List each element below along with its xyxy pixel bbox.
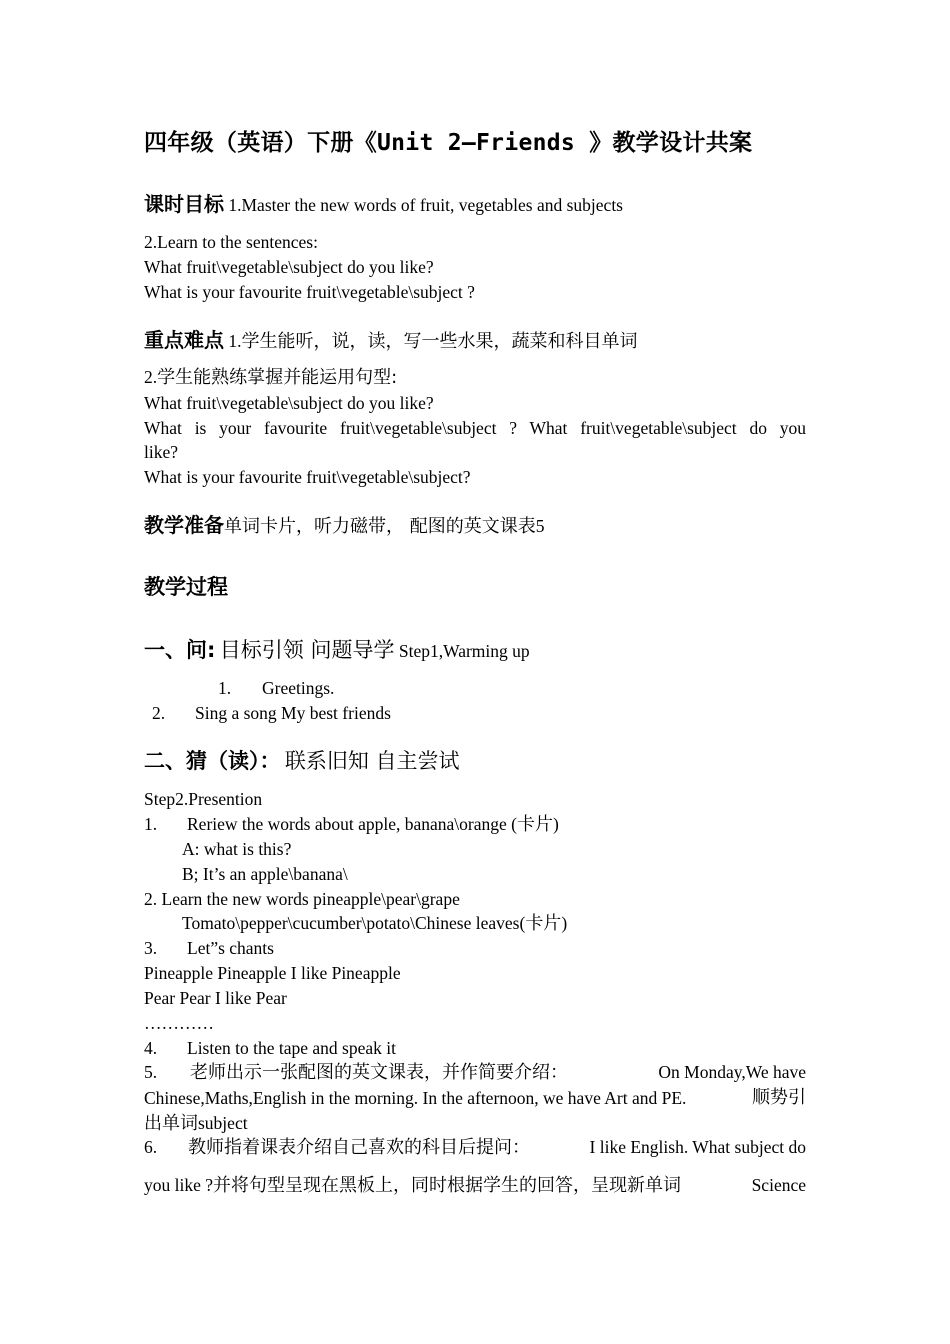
section1-item-2-line [152,702,391,724]
section2-item-2b-end: ) [561,913,568,933]
section2-item-5-l2-zh: 顺势引 [752,1087,806,1108]
section2-item-5-num: 5. [144,1062,158,1082]
section1-item-1: Greetings. [262,678,335,698]
section2-subtitle: 联系旧知 自主尝试 [284,749,460,773]
section2-step: Step2.Presention [144,789,263,809]
section2-item-2b: Tomato\pepper\cucumber\potato\Chinese leaves( [182,913,526,933]
section2-item-6-l2-en1: you like ? [144,1175,214,1195]
keypoints-line [144,329,638,353]
objectives-question-2: What is your favourite fruit\vegetable\subject ? [144,282,475,302]
section2-item-5-l2-en: Chinese,Maths,English in the morning. In the afternoon, we have Art and PE. [144,1088,687,1108]
section2-item-6-line-1 [144,1136,806,1159]
section1-item-1-line [218,677,334,699]
objectives-item-1: 1.Master the new words of fruit, vegetables and subjects [228,195,623,215]
prep-number: 5 [535,516,545,536]
section1-subtitle: 目标引领 问题导学 [219,638,395,662]
section2-item-3-line [144,937,274,959]
prep-text: 单词卡片，听力磁带， 配图的英文课表 [224,516,536,537]
section2-item-5-line-2 [144,1087,806,1109]
section2-item-6-l2-en2: Science [751,1175,806,1195]
section2-item-1-end: ) [552,814,559,834]
section2-item-5-l3-en: subject [198,1113,248,1133]
process-heading: 教学过程 [144,575,228,599]
section2-item-5-en: On Monday,We have [658,1062,806,1082]
section2-item-4-num: 4. [144,1038,158,1058]
section2-item-1b: B; It’s an apple\banana\ [182,864,348,884]
keypoints-label: 重点难点 [144,328,224,352]
keypoints-item-2: 学生能熟练掌握并能运用句型: [157,367,398,388]
section1-step: Step1,Warming up [398,641,530,661]
keypoints-item-2-num: 2. [144,367,158,387]
chant-ellipsis: ………… [144,1013,214,1033]
section2-item-4-line [144,1037,396,1059]
chant-line-1: Pineapple Pineapple I like Pineapple [144,963,401,983]
objectives-item-2: 2.Learn to the sentences: [144,232,318,252]
section2-item-1-line [144,813,559,836]
prep-line [144,514,544,538]
section2-item-1: Reriew the words about apple, banana\orange ( [187,814,517,834]
section2-item-6-zh: 教师指着课表介绍自己喜欢的科目后提问： [188,1137,530,1158]
section1-item-1-num: 1. [218,678,232,698]
section2-item-3-num: 3. [144,938,158,958]
prep-label: 教学准备 [144,513,224,537]
section2-item-1a: A: what is this? [182,839,292,859]
keypoints-question-2-cont: like? [144,442,179,462]
section2-item-1-card: 卡片 [516,814,553,835]
section2-item-2: 2. Learn the new words pineapple\pear\grape [144,889,460,909]
section2-item-4: Listen to the tape and speak it [187,1038,396,1058]
keypoints-item-1-num: 1. [228,331,242,351]
section2-heading [144,750,460,773]
section2-item-6-l2-zh: 并将句型呈现在黑板上，同时根据学生的回答，呈现新单词 [213,1175,682,1196]
section1-heading [144,639,530,662]
section2-item-3: Let”s chants [187,938,274,958]
section2-item-6-num: 6. [144,1137,158,1157]
objectives-label: 课时目标 [144,192,224,216]
section2-item-5-line-1 [144,1061,806,1084]
keypoints-item-1: 学生能听，说，读，写一些水果，蔬菜和科目单词 [241,331,638,352]
section2-label: 二、猜（读）： [144,749,281,773]
keypoints-question-2: What is your favourite fruit\vegetable\subject ? What fruit\vegetable\subject do you [144,418,806,438]
chant-line-2: Pear Pear I like Pear [144,988,287,1008]
keypoints-question-1: What fruit\vegetable\subject do you like? [144,393,434,413]
section1-item-2-num: 2. [152,703,166,723]
section2-item-1-num: 1. [144,814,158,834]
section2-item-6-en: I like English. What subject do [589,1137,806,1157]
section2-item-6-line-2 [144,1174,806,1197]
section1-label: 一、问: [144,638,216,662]
objectives-line [144,193,623,216]
document-title: 四年级（英语）下册《Unit 2—Friends 》教学设计共案 [144,130,753,156]
section1-item-2: Sing a song My best friends [195,703,391,723]
section2-item-5-l3-zh: 出单词 [144,1113,198,1134]
section2-item-2b-card: 卡片 [525,913,562,934]
section2-item-2b-line [182,912,567,935]
section2-item-5-zh: 老师出示一张配图的英文课表，并作简要介绍： [190,1062,568,1083]
section2-item-5-line-3 [144,1112,248,1135]
keypoints-question-3: What is your favourite fruit\vegetable\subject? [144,467,471,487]
keypoints-item-2-line [144,366,397,389]
objectives-question-1: What fruit\vegetable\subject do you like? [144,257,434,277]
